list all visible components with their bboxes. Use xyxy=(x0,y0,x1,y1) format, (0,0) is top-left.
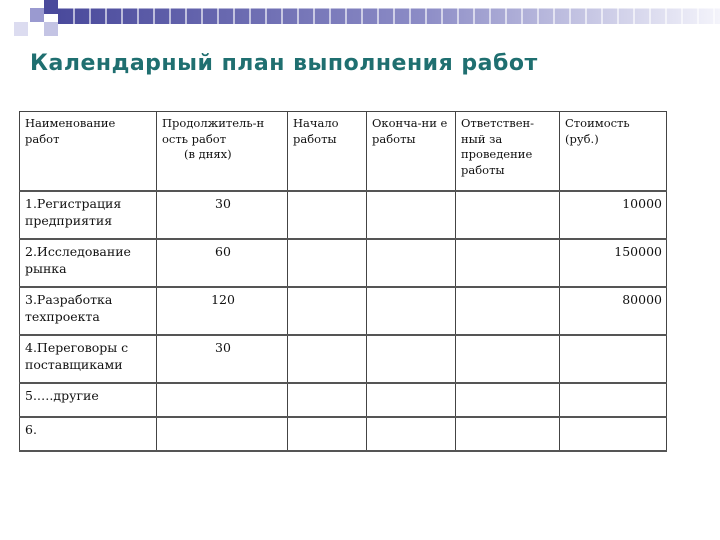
header-name: Наименование работ xyxy=(20,112,157,192)
cell-start xyxy=(288,191,367,239)
table-row xyxy=(20,417,667,451)
header-end: Оконча-ни е работы xyxy=(367,112,456,192)
cell-name: 6. xyxy=(20,417,157,451)
cell-responsible xyxy=(456,239,560,287)
cell-responsible xyxy=(456,383,560,417)
header-duration xyxy=(157,112,288,192)
cell-duration: 30 xyxy=(157,191,288,239)
table-row xyxy=(20,383,667,417)
table-row xyxy=(20,335,667,383)
cell-end xyxy=(367,383,456,417)
cell-cost: 10000 xyxy=(560,191,667,239)
cell-cost xyxy=(560,417,667,451)
cell-start xyxy=(288,239,367,287)
cell-responsible xyxy=(456,287,560,335)
cell-name: 1.Регистрация предприятия xyxy=(20,191,157,239)
cell-responsible xyxy=(456,335,560,383)
table-header-row xyxy=(20,112,667,192)
cell-cost: 150000 xyxy=(560,239,667,287)
cell-responsible xyxy=(456,191,560,239)
header-decoration xyxy=(0,0,720,44)
cell-duration: 30 xyxy=(157,335,288,383)
cell-end xyxy=(367,287,456,335)
header-responsible: Ответствен-ный за проведение работы xyxy=(456,112,560,192)
slide-title: Календарный план выполнения работ xyxy=(30,51,538,76)
cell-responsible xyxy=(456,417,560,451)
cell-end xyxy=(367,239,456,287)
cell-name: 4.Переговоры с поставщиками xyxy=(20,335,157,383)
cell-cost xyxy=(560,383,667,417)
header-start: Начало работы xyxy=(288,112,367,192)
cell-duration xyxy=(157,383,288,417)
work-schedule-table xyxy=(19,111,667,452)
table-row xyxy=(20,239,667,287)
table-row xyxy=(20,287,667,335)
header-duration-line2: ость работ xyxy=(162,131,227,146)
cell-start xyxy=(288,417,367,451)
cell-start xyxy=(288,287,367,335)
cell-start xyxy=(288,383,367,417)
cell-end xyxy=(367,417,456,451)
cell-name: 2.Исследование рынка xyxy=(20,239,157,287)
header-cost: Стоимость (руб.) xyxy=(560,112,667,192)
cell-end xyxy=(367,191,456,239)
cell-end xyxy=(367,335,456,383)
cell-cost xyxy=(560,335,667,383)
header-duration-line1: Продолжитель-н xyxy=(162,116,265,130)
header-duration-unit: (в днях) xyxy=(184,147,232,162)
table-row xyxy=(20,191,667,239)
cell-name: 3.Разработка техпроекта xyxy=(20,287,157,335)
cell-name: 5.….другие xyxy=(20,383,157,417)
cell-duration: 60 xyxy=(157,239,288,287)
cell-duration: 120 xyxy=(157,287,288,335)
cell-duration xyxy=(157,417,288,451)
cell-cost: 80000 xyxy=(560,287,667,335)
cell-start xyxy=(288,335,367,383)
